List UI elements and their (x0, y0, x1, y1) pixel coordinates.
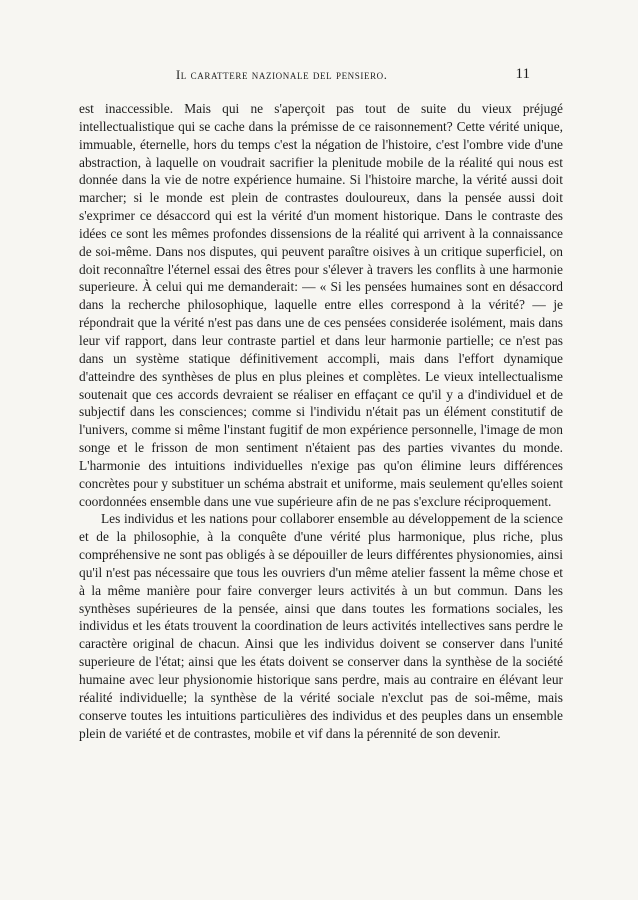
body-text (79, 100, 563, 742)
running-head (96, 66, 542, 86)
paragraph-2: Les individus et les nations pour collaborer ensemble au développement de la science et de la philosophie, à la conquête d'une vérité plus harmonique, plus riche, plus compréhensive ne sont pas obligés à se dépouiller de leurs différentes physionomies, ainsi qu'il n'est pas nécessaire que tous les ouvriers d'un même atelier fassent la même chose et à la même manière pour faire converger leurs activités à un but commun. Dans les synthèses supérieures de la pensée, ainsi que dans toutes les formations sociales, les individus et les états trouvent la coordination de leurs activités intellectives sans perdre le caractère original de chacun. Ainsi que les individus doivent se conserver dans l'unité superieure de l'état; ainsi que les états doivent se conserver dans la synthèse de la société humaine avec leur physionomie historique sans perdre, mais au contraire en élévant leur réalité individuelle; la synthèse de la vérité sociale n'exclut pas de soi-même, mais conserve toutes les intuitions particulières des individus et des peuples dans un ensemble plein de variété et de contrastes, mobile et vif dans la pérennité de son devenir. (79, 511, 563, 741)
page-number: 11 (515, 66, 530, 82)
paragraph-1: est inaccessible. Mais qui ne s'aperçoit pas tout de suite du vieux préjugé intellectualistique qui se cache dans la prémisse de ce raisonnement? Cette vérité unique, immuable, éternelle, hors du temps c'est la négation de l'histoire, c'est l'ombre vide d'une abstraction, à laquelle on voudrait sacrifier la plenitude mobile de la réalité qui nous est donnée dans la vie de notre expérience humaine. Si l'histoire marche, la vérité aussi doit marcher; si le monde est plein de contrastes douloureux, dans la pensée aussi doit s'exprimer ce désaccord qui est la vérité d'un moment historique. Dans le contraste des idées ce sont les mêmes profondes dissensions de la réalité qui arrivent à la connaissance de soi-même. Dans nos disputes, qui peuvent paraître oisives à un critique superficiel, on doit reconnaître l'éternel essai des êtres pour s'élever à travers les conflits à une harmonie superieure. À celui qui me demanderait: — « Si les pensées humaines sont en désaccord dans la recherche philosophique, laquelle entre elles correspond à la vérité? — je répondrait que la vérité n'est pas dans une de ces pensées considerée isolément, mais dans leur vif rapport, dans leur contraste partiel et dans leur harmonie partielle; ce n'est pas dans un système statique définitivement accompli, mais dans l'effort dynamique d'atteindre des synthèses de plus en plus pleines et complètes. Le vieux intellectualisme soutenait que ces accords devraient se réaliser en effaçant ce qu'il y a d'individuel et de subjectif dans les consciences; comme si l'individu n'était pas un élément constitutif de l'univers, comme si même l'instant fugitif de mon expérience personnelle, l'image de mon songe et le frisson de mon sentiment n'étaient pas des parties vivantes du monde. L'harmonie des intuitions individuelles n'exige pas qu'on élimine leurs différences concrètes pour y substituer un schéma abstrait et uniforme, mais seulement qu'elles soient coordonnées ensemble dans une vue supérieure afin de ne pas s'exclure réciproquement. (79, 101, 563, 509)
running-title: Il carattere nazionale del pensiero. (176, 68, 388, 82)
